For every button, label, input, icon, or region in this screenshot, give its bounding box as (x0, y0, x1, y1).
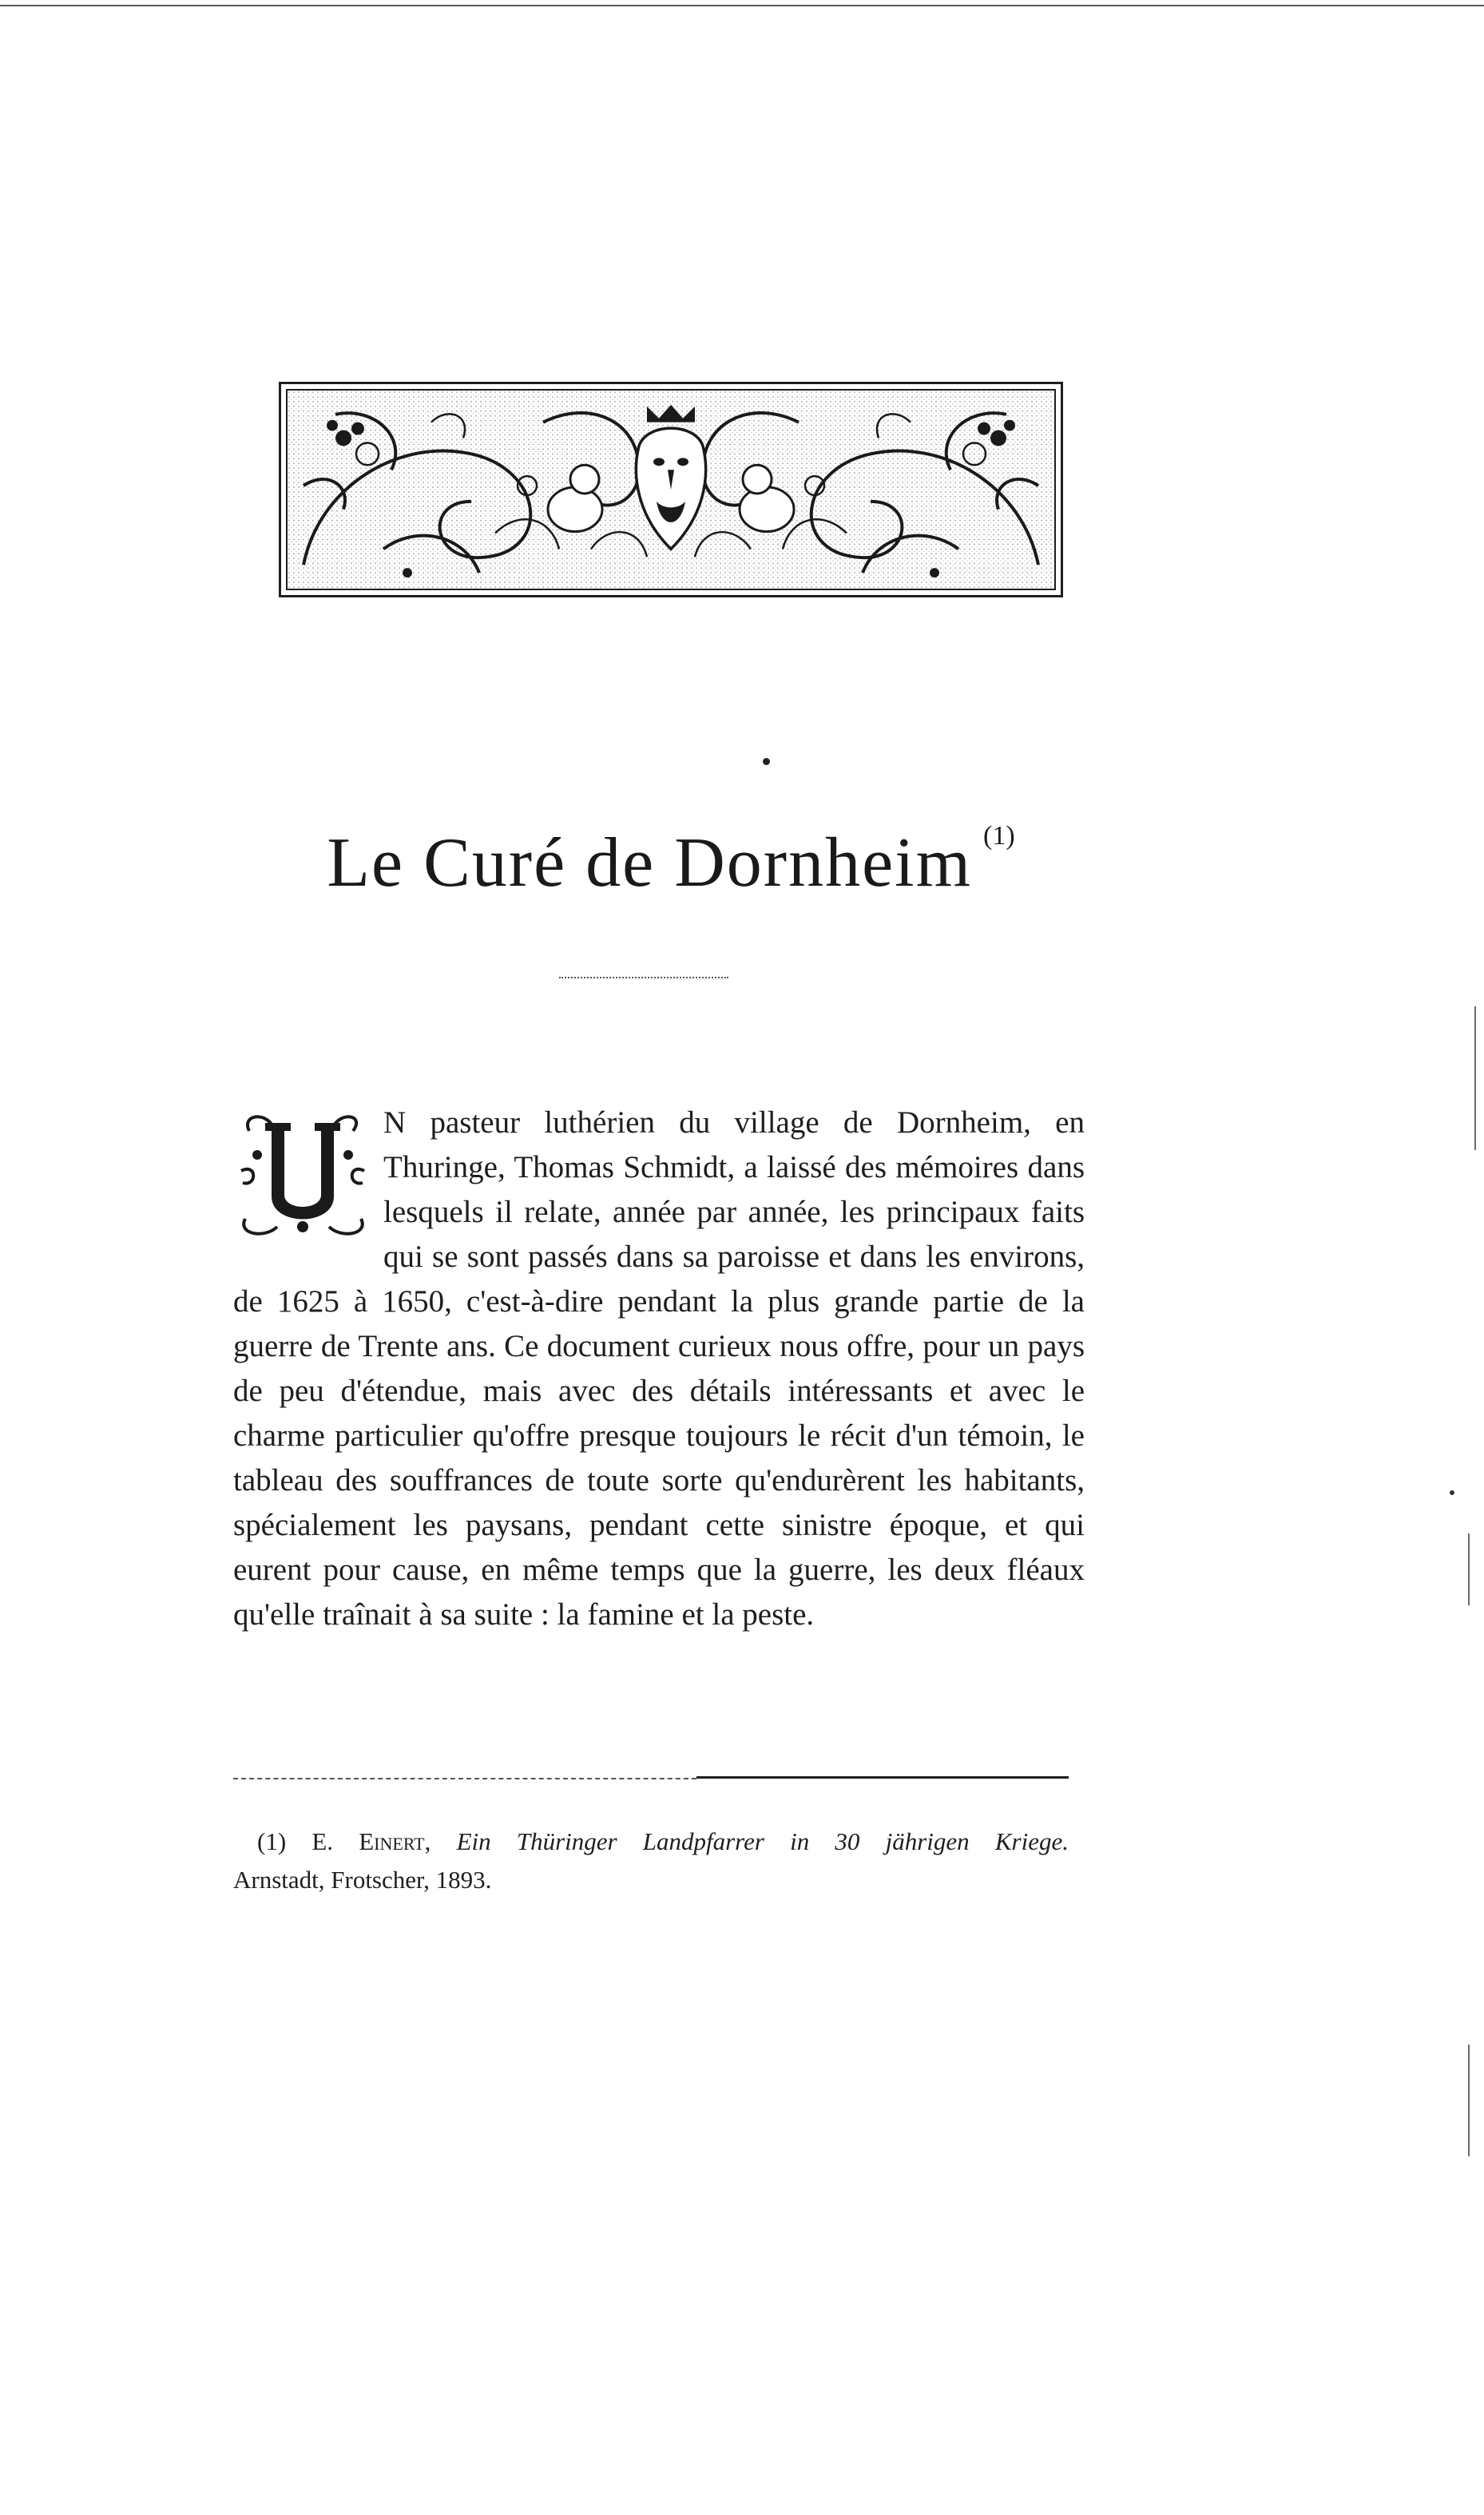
footnote-author: E. Einert, (311, 1827, 431, 1855)
body-paragraph (233, 1101, 1085, 1637)
footnote-line-1 (233, 1823, 1069, 1861)
right-margin-edge-mark (1468, 1533, 1470, 1605)
right-margin-edge-mark (1474, 1006, 1476, 1150)
drop-cap-word-rest: N (383, 1105, 407, 1140)
drop-cap-letter-u-icon (233, 1107, 372, 1241)
ornamental-drop-cap (233, 1107, 372, 1241)
title-separator-rule (559, 977, 728, 978)
ornament-pattern (288, 391, 1054, 589)
footnote-publisher: Arnstadt, Frotscher, 1893. (233, 1866, 492, 1894)
decorative-dot (763, 758, 770, 765)
ornamental-headpiece (279, 382, 1063, 597)
footnote-separator-dotted (233, 1778, 696, 1779)
footnote-book-title: Ein Thüringer Landpfarrer in 30 jährigen Kriege. (456, 1827, 1069, 1855)
right-margin-edge-mark (1468, 2045, 1470, 2156)
chapter-title-block (240, 821, 1102, 903)
footnote (233, 1823, 1069, 1899)
top-page-edge-rule (0, 5, 1484, 6)
body-paragraph-text: pasteur luthérien du village de Dornheim, en Thuringe, Thomas Schmidt, a laissé des mémoires dans lesquels il relate, année par année, les principaux faits qui se sont passés dans sa paroisse et dans les environs, de 1625 à 1650, c'est-à-dire pendant la plus grande partie de la guerre de Trente ans. Ce document curieux nous offre, pour un pays de peu d'étendue, mais avec des détails intéressants et avec le charme particulier qu'offre presque toujours le récit d'un témoin, le tableau des souffrances de toute sorte qu'endurèrent les habitants, spécialement les paysans, pendant cette sinistre époque, et qui eurent pour cause, en même temps que la guerre, les deux fléaux qu'elle traînait à sa suite : la famine et la peste. (233, 1105, 1085, 1632)
footnote-separator-solid (696, 1776, 1069, 1779)
ink-speck (1450, 1490, 1454, 1495)
footnote-marker: (1) (257, 1827, 287, 1855)
title-footnote-marker: (1) (983, 821, 1015, 851)
chapter-title: Le Curé de Dornheim (327, 824, 973, 902)
